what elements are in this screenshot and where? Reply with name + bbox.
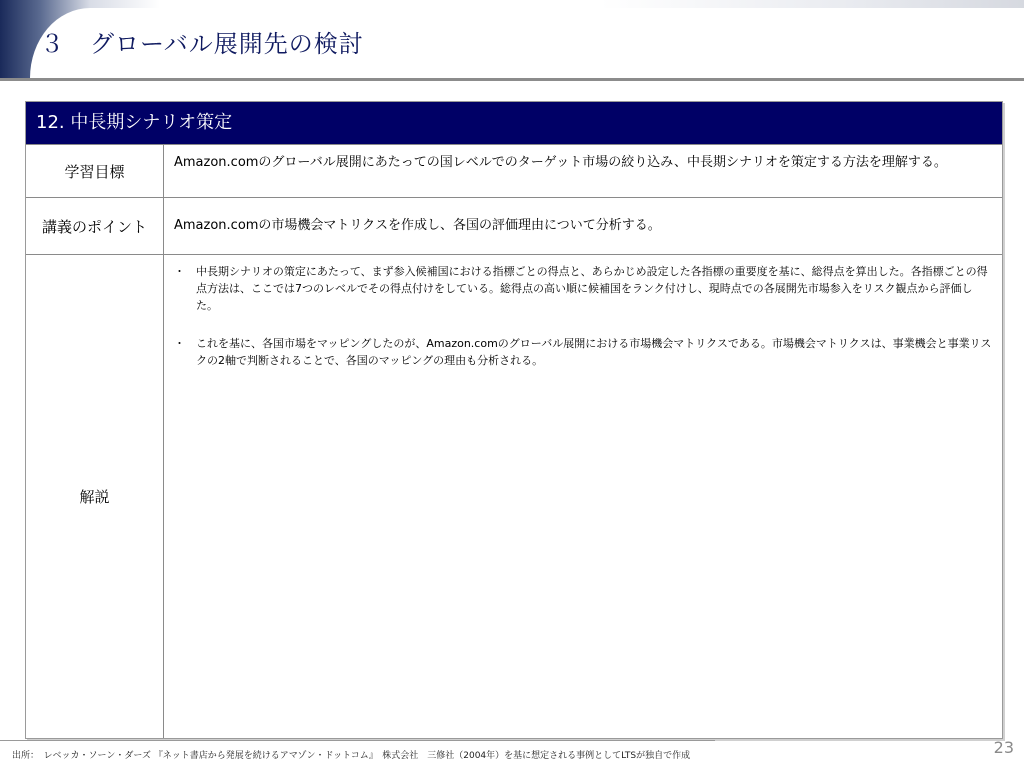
row-label: 学習目標 <box>26 145 164 197</box>
bullet-text: 中長期シナリオの策定にあたって、まず参入候補国における指標ごとの得点と、あらかじめ設定した各指標の重要度を基に、総得点を算出した。各指標ごとの得点方法は、ここでは7つのレベルでその得点付けをしている。総得点の高い順に候補国をランク付けし、現時点での各展開先市場参入をリスク観点から評価した。 <box>196 265 988 312</box>
row-explanation <box>26 254 1002 738</box>
header-divider <box>0 78 1024 81</box>
bullet-marker: ・ <box>174 337 185 350</box>
bullet-marker: ・ <box>174 265 185 278</box>
page-number: 23 <box>993 738 1014 757</box>
row-value: Amazon.comの市場機会マトリクスを作成し、各国の評価理由について分析する。 <box>174 218 661 233</box>
row-value: Amazon.comのグローバル展開にあたっての国レベルでのターゲット市場の絞り込み、中長期シナリオを策定する方法を理解する。 <box>174 155 947 170</box>
row-lecture-points <box>26 197 1002 254</box>
card-title: 12. 中長期シナリオ策定 <box>26 102 1002 144</box>
row-label: 講義のポイント <box>26 198 164 254</box>
row-learning-goal <box>26 144 1002 197</box>
content-card <box>25 101 1003 739</box>
bullet-text: これを基に、各国市場をマッピングしたのが、Amazon.comのグローバル展開における市場機会マトリクスである。市場機会マトリクスは、事業機会と事業リスクの2軸で判断されることで、各国のマッピングの理由も分析される。 <box>196 337 992 367</box>
source-note: 出所： レベッカ・ソーン・ダーズ 『ネット書店から発展を続けるアマゾン・ドットコム』 株式会社 三修社（2004年）を基に想定される事例としてLTSが独自で作成 <box>12 751 691 761</box>
row-label: 解説 <box>26 255 164 738</box>
footer-divider <box>0 740 715 741</box>
page-title: ３ グローバル展開先の検討 <box>40 30 364 58</box>
bullet-item <box>174 263 994 314</box>
bullet-item <box>174 335 994 369</box>
